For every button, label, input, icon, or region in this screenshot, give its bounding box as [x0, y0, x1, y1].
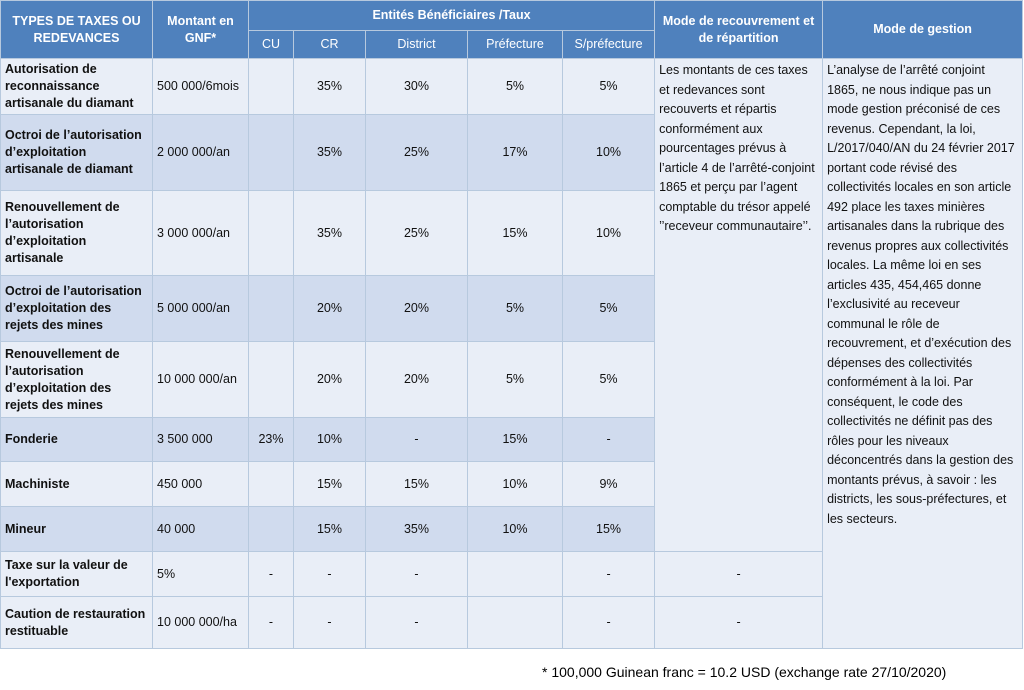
cell-type: Machiniste	[1, 462, 153, 507]
cell-cr: 20%	[294, 276, 366, 342]
cell-cu	[249, 191, 294, 276]
cell-recovery: -	[655, 597, 823, 649]
cell-type: Octroi de l’autorisation d’exploitation des rejets des mines	[1, 276, 153, 342]
cell-district: 15%	[366, 462, 468, 507]
management-mode-cell: L’analyse de l’arrêté conjoint 1865, ne nous indique pas un mode gestion préconisé de ces revenus. Cependant, la loi, L/2017/040/AN du 24 février 2017 portant code révisé des collectivités locales en son article 492 place les taxes minières artisanales dans la rubrique des revenus propres aux collectivités locales. La même loi en ses articles 435, 454,465 donne l’exclusivité au receveur communal le rôle de recouvrement, et d’exécution des dépenses des collectivités conformément à la loi. Par conséquent, le code des collectivités ne définit pas des rôles pour les niveaux déconcentrés dans la gestion des montants prévus, à savoir : les districts, les sous-préfectures, et les secteurs.	[823, 59, 1023, 649]
cell-district: 25%	[366, 191, 468, 276]
cell-sprefecture: -	[563, 418, 655, 462]
cell-prefecture: 17%	[468, 115, 563, 191]
header-prefecture: Préfecture	[468, 31, 563, 59]
cell-prefecture: 5%	[468, 59, 563, 115]
cell-cr: 15%	[294, 462, 366, 507]
cell-sprefecture: 5%	[563, 59, 655, 115]
cell-type: Renouvellement de l’autorisation d’exploitation artisanale	[1, 191, 153, 276]
cell-sprefecture: 10%	[563, 115, 655, 191]
cell-cu: -	[249, 552, 294, 597]
cell-district: -	[366, 418, 468, 462]
cell-type: Caution de restauration restituable	[1, 597, 153, 649]
cell-prefecture: 10%	[468, 507, 563, 552]
cell-prefecture: 15%	[468, 191, 563, 276]
cell-cu: -	[249, 597, 294, 649]
cell-sprefecture: -	[563, 552, 655, 597]
cell-cr: 35%	[294, 115, 366, 191]
cell-amount: 10 000 000/an	[153, 342, 249, 418]
footnote: * 100,000 Guinean franc = 10.2 USD (exchange rate 27/10/2020)	[542, 664, 947, 680]
cell-cr: -	[294, 552, 366, 597]
header-types: TYPES DE TAXES OU REDEVANCES	[1, 1, 153, 59]
cell-prefecture: 15%	[468, 418, 563, 462]
header-amount: Montant en GNF*	[153, 1, 249, 59]
cell-cu	[249, 462, 294, 507]
cell-cu	[249, 59, 294, 115]
cell-amount: 3 500 000	[153, 418, 249, 462]
cell-district: 35%	[366, 507, 468, 552]
header-cu: CU	[249, 31, 294, 59]
cell-district: -	[366, 552, 468, 597]
cell-district: 20%	[366, 276, 468, 342]
cell-prefecture: 5%	[468, 276, 563, 342]
cell-amount: 500 000/6mois	[153, 59, 249, 115]
cell-cr: 10%	[294, 418, 366, 462]
cell-amount: 5%	[153, 552, 249, 597]
cell-sprefecture: 10%	[563, 191, 655, 276]
cell-prefecture: 10%	[468, 462, 563, 507]
cell-amount: 3 000 000/an	[153, 191, 249, 276]
cell-sprefecture: -	[563, 597, 655, 649]
cell-type: Fonderie	[1, 418, 153, 462]
cell-amount: 40 000	[153, 507, 249, 552]
cell-cu	[249, 115, 294, 191]
cell-sprefecture: 15%	[563, 507, 655, 552]
cell-cr: 15%	[294, 507, 366, 552]
cell-amount: 10 000 000/ha	[153, 597, 249, 649]
header-management: Mode de gestion	[823, 1, 1023, 59]
header-district: District	[366, 31, 468, 59]
cell-district: 30%	[366, 59, 468, 115]
header-recovery: Mode de recouvrement et de répartition	[655, 1, 823, 59]
cell-district: 25%	[366, 115, 468, 191]
recovery-mode-cell: Les montants de ces taxes et redevances sont recouverts et répartis conformément aux pourcentages prévus à l’article 4 de l’arrêté-conjoint 1865 et perçu par l’agent comptable du trésor appelé ’’receveur communautaire’’.	[655, 59, 823, 552]
cell-type: Octroi de l’autorisation d’exploitation artisanale de diamant	[1, 115, 153, 191]
header-entities: Entités Bénéficiaires /Taux	[249, 1, 655, 31]
cell-prefecture	[468, 552, 563, 597]
cell-cr: -	[294, 597, 366, 649]
cell-recovery: -	[655, 552, 823, 597]
cell-prefecture: 5%	[468, 342, 563, 418]
cell-amount: 2 000 000/an	[153, 115, 249, 191]
cell-prefecture	[468, 597, 563, 649]
cell-type: Mineur	[1, 507, 153, 552]
cell-sprefecture: 9%	[563, 462, 655, 507]
cell-type: Autorisation de reconnaissance artisanale du diamant	[1, 59, 153, 115]
cell-district: -	[366, 597, 468, 649]
header-cr: CR	[294, 31, 366, 59]
cell-cu	[249, 507, 294, 552]
cell-amount: 5 000 000/an	[153, 276, 249, 342]
cell-amount: 450 000	[153, 462, 249, 507]
cell-cu: 23%	[249, 418, 294, 462]
cell-cr: 35%	[294, 191, 366, 276]
cell-sprefecture: 5%	[563, 342, 655, 418]
cell-district: 20%	[366, 342, 468, 418]
cell-type: Renouvellement de l’autorisation d’exploitation des rejets des mines	[1, 342, 153, 418]
cell-cu	[249, 342, 294, 418]
cell-cr: 20%	[294, 342, 366, 418]
table-row	[1, 59, 1023, 115]
cell-cr: 35%	[294, 59, 366, 115]
header-sprefecture: S/préfecture	[563, 31, 655, 59]
cell-sprefecture: 5%	[563, 276, 655, 342]
cell-type: Taxe sur la valeur de l'exportation	[1, 552, 153, 597]
cell-cu	[249, 276, 294, 342]
